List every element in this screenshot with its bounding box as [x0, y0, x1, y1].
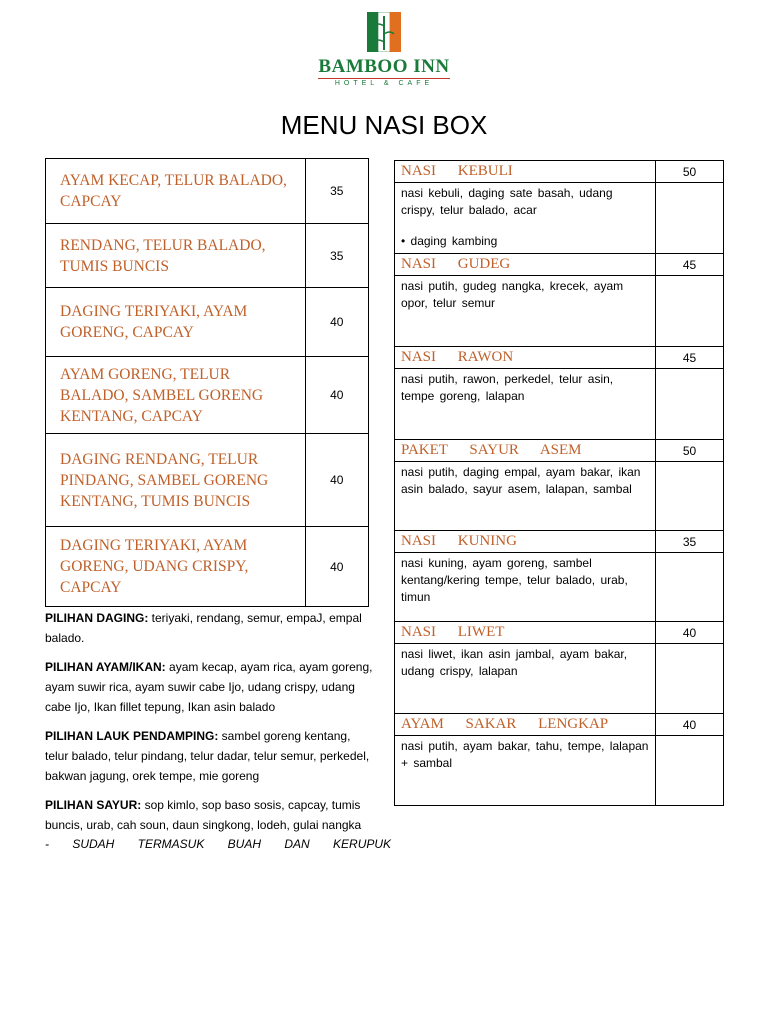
package-price: 50: [656, 440, 724, 462]
choice-label: PILIHAN LAUK PENDAMPING:: [45, 729, 219, 743]
choice-label: PILIHAN DAGING:: [45, 611, 149, 625]
logo-divider: [318, 78, 450, 79]
package-name: AYAM SAKAR LENGKAP: [395, 714, 656, 736]
package-name: NASI KEBULI: [395, 161, 656, 183]
package-name: NASI LIWET: [395, 622, 656, 644]
package-name: PAKET SAYUR ASEM: [395, 440, 656, 462]
choice-sayur: [45, 795, 375, 835]
menu-item-name: DAGING TERIYAKI, AYAM GORENG, UDANG CRISPY, CAPCAY: [46, 527, 306, 607]
choice-text: sop kimlo, sop baso sosis, capcay, tumis buncis, urab, cah soun, daun singkong, lodeh, gulai nangka: [45, 798, 362, 832]
choice-text: teriyaki, rendang, semur, empaJ, empal balado.: [45, 611, 362, 645]
menu-item-price: 40: [305, 288, 369, 357]
table-row: [395, 644, 724, 714]
table-row: [46, 357, 369, 434]
menu-item-name: AYAM KECAP, TELUR BALADO, CAPCAY: [46, 159, 306, 224]
price-cell-empty: [656, 736, 724, 806]
package-description: nasi putih, gudeg nangka, krecek, ayam opor, telur semur: [395, 276, 656, 347]
price-cell-empty: [656, 462, 724, 531]
table-row: [395, 462, 724, 531]
package-price: 35: [656, 531, 724, 553]
package-description: nasi putih, daging empal, ayam bakar, ikan asin balado, sayur asem, lalapan, sambal: [395, 462, 656, 531]
footnote: - SUDAH TERMASUK BUAH DAN KERUPUK: [45, 837, 392, 851]
package-description: nasi putih, ayam bakar, tahu, tempe, lalapan + sambal: [395, 736, 656, 806]
hotel-logo: [310, 12, 458, 92]
choice-text: ayam kecap, ayam rica, ayam goreng, ayam suwir rica, ayam suwir cabe Ijo, udang crispy, udang cabe Ijo, Ikan fillet tepung, Ikan asin balado: [45, 660, 373, 714]
package-name: NASI RAWON: [395, 347, 656, 369]
choice-notes: [45, 608, 375, 844]
table-row: [46, 224, 369, 288]
table-row: [395, 622, 724, 644]
table-row: [395, 440, 724, 462]
menu-item-price: 35: [305, 224, 369, 288]
logo-name: BAMBOO INN: [318, 56, 450, 77]
menu-item-price: 40: [305, 357, 369, 434]
menu-item-price: 40: [305, 527, 369, 607]
price-cell-empty: [656, 183, 724, 254]
package-price: 50: [656, 161, 724, 183]
menu-item-name: DAGING RENDANG, TELUR PINDANG, SAMBEL GORENG KENTANG, TUMIS BUNCIS: [46, 434, 306, 527]
package-price: 40: [656, 622, 724, 644]
package-price: 40: [656, 714, 724, 736]
price-cell-empty: [656, 276, 724, 347]
package-description: nasi putih, rawon, perkedel, telur asin, tempe goreng, lalapan: [395, 369, 656, 440]
table-row: [395, 183, 724, 254]
menu-item-name: RENDANG, TELUR BALADO, TUMIS BUNCIS: [46, 224, 306, 288]
package-price: 45: [656, 347, 724, 369]
menu-item-price: 40: [305, 434, 369, 527]
left-menu-table: [45, 158, 369, 607]
table-row: [46, 527, 369, 607]
menu-item-name: DAGING TERIYAKI, AYAM GORENG, CAPCAY: [46, 288, 306, 357]
table-row: [395, 347, 724, 369]
price-cell-empty: [656, 644, 724, 714]
choice-ayam-ikan: [45, 657, 375, 717]
page-title: MENU NASI BOX: [280, 110, 488, 140]
table-row: [395, 254, 724, 276]
choice-label: PILIHAN AYAM/IKAN:: [45, 660, 166, 674]
table-row: [395, 369, 724, 440]
table-row: [395, 161, 724, 183]
menu-item-name: AYAM GORENG, TELUR BALADO, SAMBEL GORENG KENTANG, CAPCAY: [46, 357, 306, 434]
package-name: NASI GUDEG: [395, 254, 656, 276]
package-description: [395, 183, 656, 254]
table-row: [395, 553, 724, 622]
price-cell-empty: [656, 553, 724, 622]
package-description: nasi kuning, ayam goreng, sambel kentang/kering tempe, telur balado, urab, timun: [395, 553, 656, 622]
table-row: [46, 159, 369, 224]
choice-lauk-pendamping: [45, 726, 375, 786]
table-row: [46, 288, 369, 357]
package-extra: • daging kambing: [401, 234, 498, 248]
price-cell-empty: [656, 369, 724, 440]
choice-text: sambel goreng kentang, telur balado, telur pindang, telur dadar, telur semur, perkedel, bakwan jagung, orek tempe, mie goreng: [45, 729, 370, 783]
package-description: nasi liwet, ikan asin jambal, ayam bakar, udang crispy, lalapan: [395, 644, 656, 714]
table-row: [395, 714, 724, 736]
logo-tagline: HOTEL & CAFE: [334, 80, 434, 87]
choice-daging: [45, 608, 375, 648]
table-row: [395, 531, 724, 553]
right-menu-table: [394, 160, 724, 806]
choice-label: PILIHAN SAYUR:: [45, 798, 142, 812]
bamboo-logo-icon: [367, 12, 401, 52]
package-name: NASI KUNING: [395, 531, 656, 553]
package-price: 45: [656, 254, 724, 276]
table-row: [46, 434, 369, 527]
menu-item-price: 35: [305, 159, 369, 224]
table-row: [395, 736, 724, 806]
table-row: [395, 276, 724, 347]
package-description-text: nasi kebuli, daging sate basah, udang crispy, telur balado, acar: [401, 186, 613, 217]
